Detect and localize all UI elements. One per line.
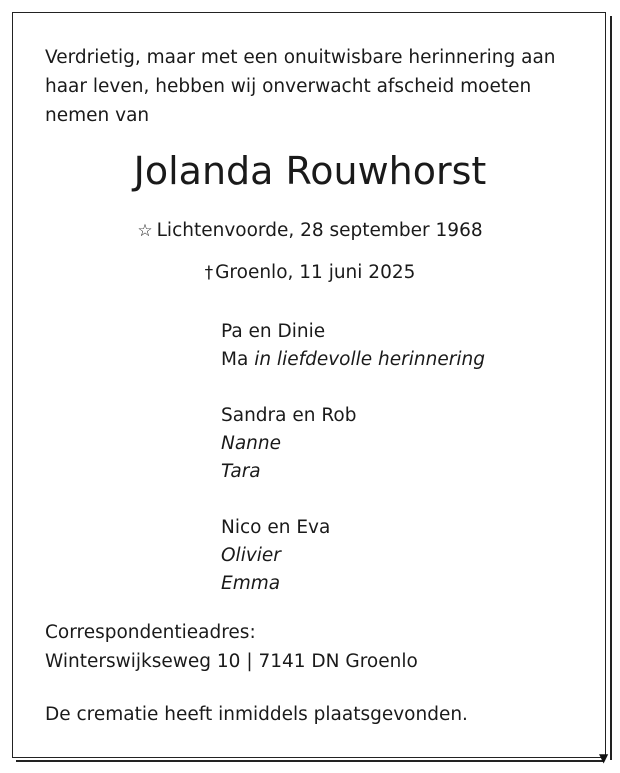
frame-shadow-right — [610, 16, 612, 760]
deceased-name: Jolanda Rouwhorst — [133, 149, 487, 193]
intro-text: Verdrietig, maar met een onuitwisbare herinnering aan haar leven, hebben wij onverwacht afscheid moeten nemen van — [45, 47, 556, 126]
family-group-parents — [221, 318, 485, 374]
birth-line — [0, 216, 620, 246]
family-child: Emma — [221, 573, 281, 594]
family-child: Nanne — [221, 433, 282, 454]
family-group-sandra — [221, 402, 485, 486]
correspondence-address: Winterswijkseweg 10 | 7141 DN Groenlo — [45, 651, 418, 672]
family-group-nico — [221, 514, 485, 598]
family-list — [221, 318, 485, 598]
death-text: Groenlo, 11 juni 2025 — [215, 262, 416, 283]
correspondence-block — [45, 618, 418, 676]
family-child: Olivier — [221, 545, 281, 566]
family-child: Tara — [221, 461, 261, 482]
frame-shadow-bottom — [16, 760, 604, 762]
family-line-prefix: Ma — [221, 349, 255, 370]
family-line: Pa en Dinie — [221, 321, 326, 342]
cross-icon: † — [204, 263, 214, 283]
star-icon: ☆ — [137, 221, 153, 241]
family-line: Nico en Eva — [221, 517, 331, 538]
family-line — [221, 346, 485, 374]
death-line — [0, 258, 620, 288]
correspondence-label: Correspondentieadres: — [45, 622, 256, 643]
closing-text: De crematie heeft inmiddels plaatsgevonden. — [45, 704, 468, 725]
triangle-down-icon[interactable]: ▼ — [599, 751, 609, 765]
family-line: Sandra en Rob — [221, 405, 357, 426]
family-line-italic: in liefdevolle herinnering — [254, 349, 485, 370]
birth-text: Lichtenvoorde, 28 september 1968 — [156, 220, 483, 241]
